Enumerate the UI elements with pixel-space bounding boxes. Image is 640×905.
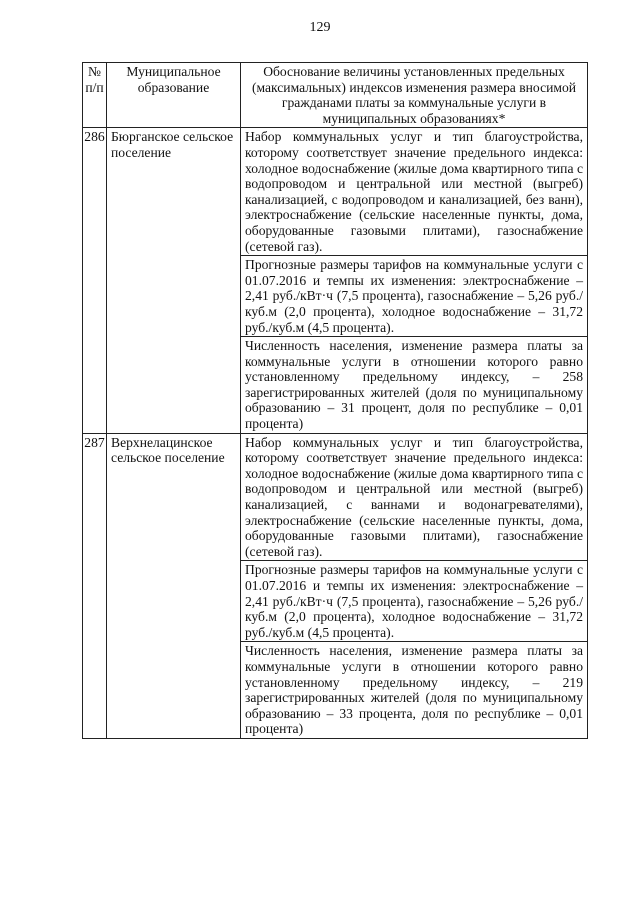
municipality-name: Верхнелацинское сельское поселение <box>111 434 225 466</box>
header-num: № п/п <box>83 63 107 128</box>
justification-paragraph: Численность населения, изменение размера платы за коммунальные услуги в отношении которого равно установленному предельному индексу, – 258 зарегистрированных жителей (доля по муниципальному образованию – 31 процент, доля по республике – 0,01 процента) <box>241 336 587 433</box>
row-num-cell <box>83 128 107 433</box>
row-justification-cell <box>241 433 588 738</box>
justification-paragraph: Прогнозные размеры тарифов на коммунальные услуги с 01.07.2016 и темпы их изменения: электроснабжение – 2,41 руб./кВт·ч (7,5 процента), газоснабжение – 5,26 руб./куб.м (2,0 процента), холодное водоснабжение – 31,72 руб./куб.м (4,5 процента). <box>241 560 587 641</box>
header-municipality: Муниципальное образование <box>107 63 241 128</box>
row-num-cell <box>83 433 107 738</box>
row-municipality-cell <box>107 128 241 433</box>
page-number: 129 <box>309 20 331 35</box>
municipality-name: Бюрганское сельское поселение <box>111 129 234 160</box>
justification-paragraph: Набор коммунальных услуг и тип благоустройства, которому соответствует значение предельного индекса: холодное водоснабжение (жилые дома квартирного типа с водопроводом и центральной или местной (выгреб) канализацией, с водопроводом и канализацией, без ванн), электроснабжение (сельские населенные пункты, дома, оборудованные газовыми плитами), газоснабжение (сетевой газ). <box>245 129 583 254</box>
justification-paragraph: Прогнозные размеры тарифов на коммунальные услуги с 01.07.2016 и темпы их изменения: электроснабжение – 2,41 руб./кВт·ч (7,5 процента), газоснабжение – 5,26 руб./куб.м (2,0 процента), холодное водоснабжение – 31,72 руб./куб.м (4,5 процента). <box>241 255 587 336</box>
justification-paragraph: Набор коммунальных услуг и тип благоустройства, которому соответствует значение предельного индекса: холодное водоснабжение (жилые дома квартирного типа с водопроводом и центральной или местной (выгреб) канализацией, с ваннами и водонагревателями), электроснабжение (сельские населенные пункты, дома, оборудованные газовыми плитами), газоснабжение (сетевой газ). <box>245 434 583 559</box>
table-row <box>83 128 588 433</box>
table-header-row <box>83 63 588 128</box>
row-number: 286 <box>84 129 105 145</box>
row-justification-cell <box>241 128 588 433</box>
header-justification: Обоснование величины установленных предельных (максимальных) индексов изменения размера вносимой гражданами платы за коммунальные услуги в муниципальных образованиях* <box>241 63 588 128</box>
justification-paragraph: Численность населения, изменение размера платы за коммунальные услуги в отношении которого равно установленному предельному индексу, – 219 зарегистрированных жителей (доля по муниципальному образованию – 33 процента, доля по республике – 0,01 процента) <box>241 641 587 738</box>
row-municipality-cell <box>107 433 241 738</box>
row-number: 287 <box>84 434 105 450</box>
table-row <box>83 433 588 738</box>
indices-table <box>82 62 588 739</box>
